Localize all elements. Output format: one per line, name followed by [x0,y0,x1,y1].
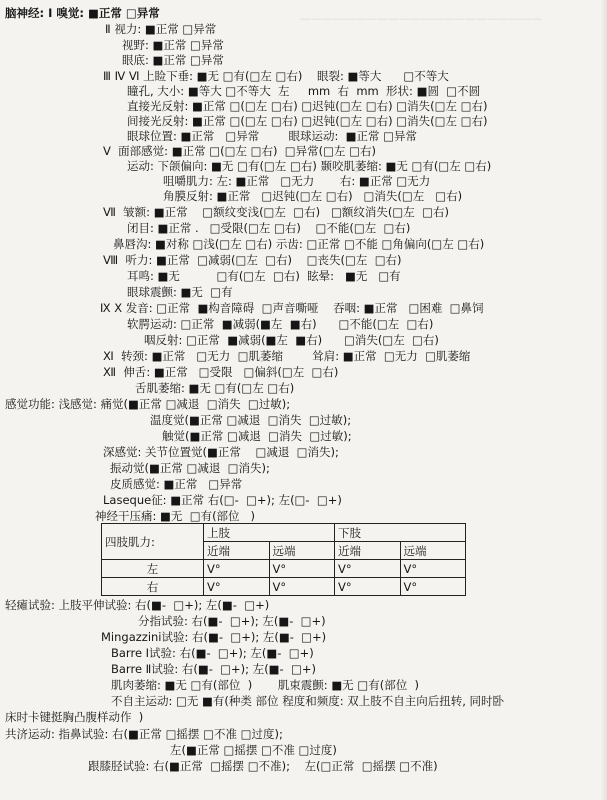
soft-palate-line: 软腭运动: □正常 ■减弱(■左 ■右) □不能(□左 □右) [127,317,434,331]
finger-nose-left-line: 左(■正常 □摇摆 □不准 □过度) [170,743,337,757]
cranial-nerve-xii-tongue: Ⅻ 伸舌: ■正常 □受限 □偏斜(□左 □右) [103,365,339,379]
right-lower-distal-grade: Ⅴ° [400,578,466,596]
barre-ii-test-line: Barre Ⅱ试验: 右(■- □+); 左(■- □+) [111,662,316,676]
lower-proximal-header: 近端 [335,542,401,560]
right-upper-distal-grade: Ⅴ° [269,578,335,596]
cranial-nerve-iii-iv-vi-ptosis: Ⅲ Ⅳ Ⅵ 上睑下垂: ■无 □有(□左 □右) 眼裂: ■等大 □不等大 [103,69,449,83]
indirect-light-reflex-line: 间接光反射: ■正常 □(□左 □右) □迟钝(□左 □右) □消失(□左 □右) [127,114,488,128]
muscle-atrophy-line: 肌肉萎缩: ■无 □有(部位 ) 肌束震颤: ■无 □有(部位 ) [111,678,419,692]
cranial-nerve-vii-forehead: Ⅶ 皱额: ■正常 □额纹变浅(□左 □右) □额纹消失(□左 □右) [103,205,449,219]
sensory-function-pain: 感觉功能: 浅感觉: 痛觉(■正常 □减退 □消失 □过敏); [5,397,291,411]
right-upper-proximal-grade: Ⅴ° [204,578,270,596]
heel-knee-shin-test-line: 跟膝胫试验: 右(■正常 □摇摆 □不准); 左(□正常 □摇摆 □不准) [88,759,438,773]
mingazzini-test-line: Mingazzini试验: 右(■- □+); 左(■- □+) [101,630,327,644]
left-row-label: 左 [102,560,204,578]
masticatory-strength-line: 咀嚼肌力: 左: ■正常 □无力 右: ■正常 □无力 [163,174,431,188]
bleed-through-text: —————————————————————— [300,12,542,25]
laseque-sign-line: Laseque征: ■正常 右(□- □+); 左(□- □+) [103,493,342,507]
nystagmus-line: 眼球震颤: ■无 □有 [127,285,233,299]
jaw-deviation-line: 运动: 下颌偏向: ■无 □有(□左 □右) 颞咬肌萎缩: ■无 □有(□左 □右) [127,159,492,173]
fundus-line: 眼底: ■正常 □异常 [122,53,224,67]
eye-closure-line: 闭目: ■正常 . □受限(□左 □右) □不能(□左 □右) [127,221,411,235]
eye-position-line: 眼球位置: ■正常 □异常 眼球运动: ■正常 □异常 [127,129,418,143]
left-lower-proximal-grade: Ⅴ° [335,560,401,578]
limb-strength-title: 四肢肌力: [102,524,204,560]
scan-edge-shadow [601,0,607,800]
corneal-reflex-line: 角膜反射: ■正常 □迟钝(□左 □右) □消失(□左 □右) [163,189,463,203]
cranial-nerve-ix-x-phonation: Ⅸ Ⅹ 发音: □正常 ■构音障碍 □声音嘶哑 吞咽: ■正常 □困难 □鼻饲 [100,301,484,315]
cranial-nerve-i-olfaction: 脑神经: Ⅰ 嗅觉: ■正常 □异常 [5,6,160,20]
cranial-nerve-v-face-sensation: Ⅴ 面部感觉: ■正常 □(□左 □右) □异常(□左 □右) [103,144,376,158]
barre-i-test-line: Barre Ⅰ试验: 右(■- □+); 左(■- □+) [111,646,314,660]
involuntary-movement-line: 不自主运动: □无 ■有(种类 部位 程度和频度: 双上肢不自主向后扭转, 同时卧 [111,694,505,708]
involuntary-movement-continued: 床时卡键挺胸凸腹样动作 ) [5,710,144,724]
cranial-nerve-viii-hearing: Ⅷ 听力: ■正常 □减弱(□左 □右) □丧失(□左 □右) [103,253,402,267]
right-row-label: 右 [102,578,204,596]
paresis-upper-limb-test: 轻瘫试验: 上肢平伸试验: 右(■- □+); 左(■- □+) [5,598,270,612]
cranial-nerve-ii-vision: Ⅱ 视力: ■正常 □异常 [105,22,217,36]
pupil-size-line: 瞳孔, 大小: ■等大 □不等大 左 mm 右 mm 形状: ■圆 □不圆 [127,84,481,98]
coordination-finger-nose-right: 共济运动: 指鼻试验: 右(■正常 □摇摆 □不准 □过度); [5,727,283,741]
nasolabial-fold-line: 鼻唇沟: ■对称 □浅(□左 □右) 示齿: □正常 □不能 □角偏向(□左 □右) [113,237,485,251]
tinnitus-line: 耳鸣: ■无 □有(□左 □右) 眩晕: ■无 □有 [127,269,401,283]
vibration-sense-line: 振动觉(■正常 □减退 □消失); [110,461,270,475]
left-upper-distal-grade: Ⅴ° [269,560,335,578]
gag-reflex-line: 咽反射: □正常 ■减弱(■左 ■右) □消失(□左 □右) [144,333,439,347]
upper-distal-header: 远端 [269,542,335,560]
touch-sense-line: 触觉(■正常 □减退 □消失 □过敏); [162,429,352,443]
limb-strength-table [101,523,466,596]
temperature-sense-line: 温度觉(■正常 □减退 □消失 □过敏); [150,413,352,427]
left-lower-distal-grade: Ⅴ° [400,560,466,578]
upper-limb-header: 上肢 [204,524,335,542]
visual-field-line: 视野: ■正常 □异常 [122,38,224,52]
finger-spread-test-line: 分指试验: 右(■- □+); 左(■- □+) [138,614,326,628]
upper-proximal-header: 近端 [204,542,270,560]
direct-light-reflex-line: 直接光反射: ■正常 □(□左 □右) □迟钝(□左 □右) □消失(□左 □右) [127,99,488,113]
tongue-atrophy-line: 舌肌萎缩: ■无 □有(□左 □右) [135,381,295,395]
cortical-sense-line: 皮质感觉: ■正常 □异常 [110,477,243,491]
left-upper-proximal-grade: Ⅴ° [204,560,270,578]
lower-distal-header: 远端 [400,542,466,560]
right-lower-proximal-grade: Ⅴ° [335,578,401,596]
lower-limb-header: 下肢 [335,524,466,542]
deep-sense-line: 深感觉: 关节位置觉(■正常 □减退 □消失); [103,445,339,459]
nerve-trunk-tenderness-line: 神经干压痛: ■无 □有(部位 ) [95,509,256,523]
cranial-nerve-xi-neck-turn: Ⅺ 转颈: ■正常 □无力 □肌萎缩 耸肩: ■正常 □无力 □肌萎缩 [103,349,471,363]
